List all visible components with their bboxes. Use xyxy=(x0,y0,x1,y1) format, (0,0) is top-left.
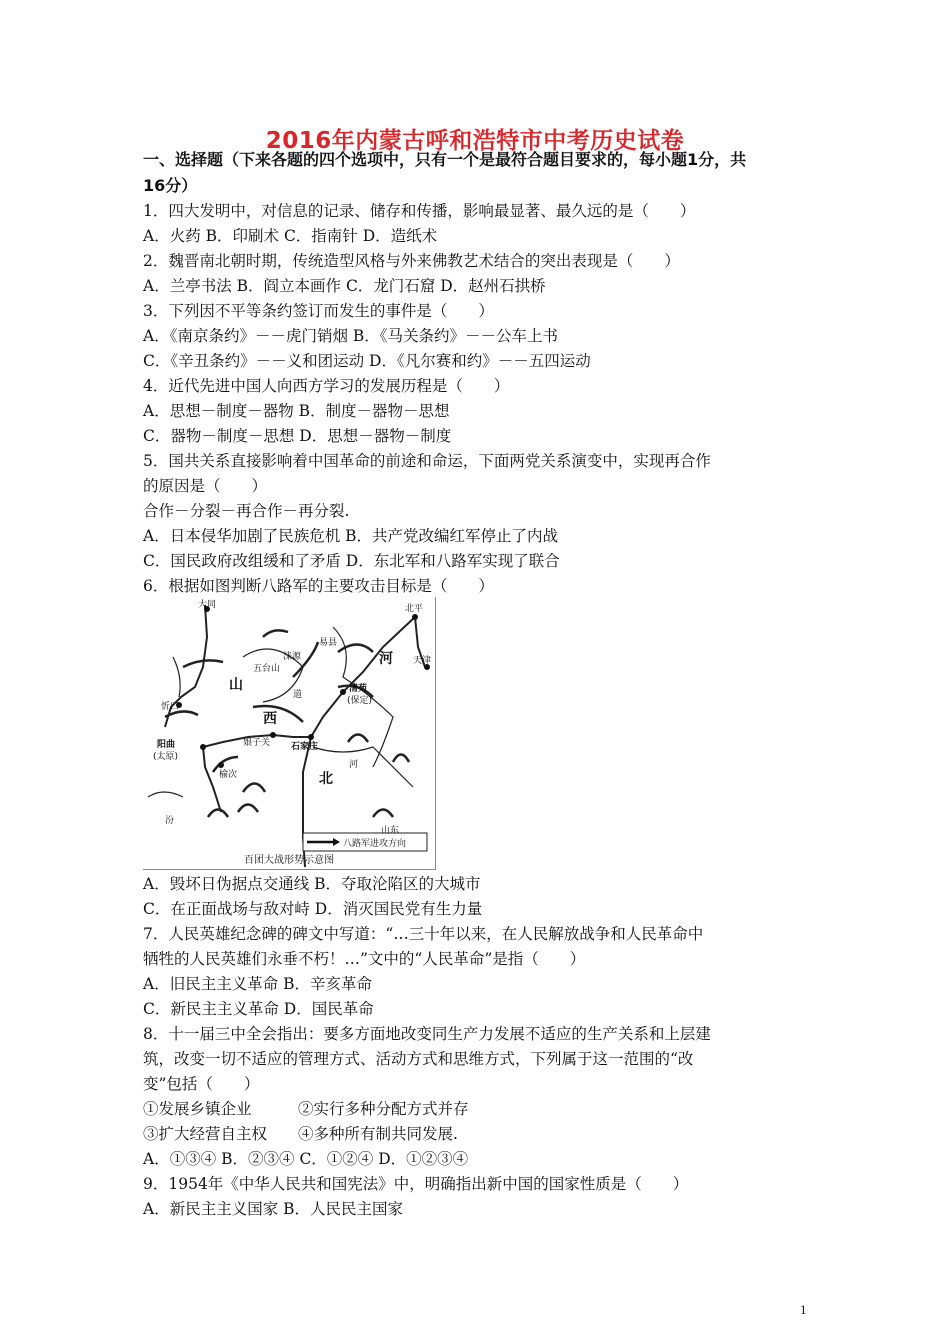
map-region-label: 山 xyxy=(229,677,243,693)
map-label: 阳曲 xyxy=(157,740,176,750)
question-line: 5．国共关系直接影响着中国革命的前途和命运，下面两党关系演变中，实现再合作 xyxy=(143,452,711,470)
option-line: C．器物－制度－思想 D．思想－器物－制度 xyxy=(143,427,452,445)
option-line: A．①③④ B．②③④ C．①②④ D．①②③④ xyxy=(143,1150,469,1168)
question-line: 9．1954年《中华人民共和国宪法》中，明确指出新中国的国家性质是（ ） xyxy=(143,1175,689,1193)
option-line: A．毁坏日伪据点交通线 B．夺取沦陷区的大城市 xyxy=(143,875,481,893)
map-label: (保定) xyxy=(347,696,373,706)
statement-line: ①发展乡镇企业 ②实行多种分配方式并存 xyxy=(143,1100,469,1118)
option-line: A．思想－制度－器物 B．制度－器物－思想 xyxy=(143,402,450,420)
question-line: 4．近代先进中国人向西方学习的发展历程是（ ） xyxy=(143,377,510,395)
map-label: 河 xyxy=(349,760,359,770)
option-line: C．在正面战场与敌对峙 D．消灭国民党有生力量 xyxy=(143,900,483,918)
attack-arrow xyxy=(243,784,265,793)
map-label: 天津 xyxy=(413,656,432,666)
map-legend-text: 八路军进攻方向 xyxy=(343,839,407,849)
question-line: 的原因是（ ） xyxy=(143,477,268,495)
option-line: A．旧民主主义革命 B．辛亥革命 xyxy=(143,975,373,993)
question-line: 3．下列因不平等条约签订而发生的事件是（ ） xyxy=(143,302,494,320)
question-line: 变”包括（ ） xyxy=(143,1075,260,1093)
map-region-label: 北 xyxy=(319,771,333,787)
map-caption: 百团大战形势示意图 xyxy=(244,855,334,866)
city-marker xyxy=(340,689,346,695)
hundred-regiments-map xyxy=(143,597,436,870)
option-line: A．新民主主义国家 B．人民民主国家 xyxy=(143,1200,404,1218)
option-line: A．兰亭书法 B．阎立本画作 C．龙门石窟 D．赵州石拱桥 xyxy=(143,277,546,295)
question-line: 筑，改变一切不适应的管理方式、活动方式和思维方式，下列属于这一范围的“改 xyxy=(143,1050,694,1068)
section-heading-line-2: 16分） xyxy=(143,176,198,195)
question-line: 8．十一届三中全会指出：要多方面地改变同生产力发展不适应的生产关系和上层建 xyxy=(143,1025,711,1043)
attack-arrow xyxy=(238,805,258,813)
map-railway-line xyxy=(311,617,415,737)
attack-arrow xyxy=(393,755,409,763)
page-number: 1 xyxy=(800,1302,807,1317)
map-river xyxy=(148,792,183,797)
map-label: 大同 xyxy=(198,600,217,610)
option-line: A．日本侵华加剧了民族危机 B．共产党改编红军停止了内战 xyxy=(143,527,559,545)
map-label: 易县 xyxy=(319,638,338,648)
map-river xyxy=(173,657,180,697)
option-line: A．《南京条约》－－虎门销烟 B．《马关条约》－－公车上书 xyxy=(143,327,559,345)
city-marker xyxy=(412,614,418,620)
attack-arrow xyxy=(208,810,228,818)
question-line: 合作－分裂－再合作－再分裂. xyxy=(143,502,350,520)
map-label: 榆次 xyxy=(219,770,238,780)
city-marker xyxy=(308,734,314,740)
map-label: 石家庄 xyxy=(291,742,319,752)
option-line: C．《辛丑条约》－－义和团运动 D．《凡尔赛和约》－－五四运动 xyxy=(143,352,591,370)
map-figure xyxy=(143,597,435,869)
city-marker xyxy=(218,762,224,768)
question-line: 牺牲的人民英雄们永垂不朽！…”文中的“人民革命”是指（ ） xyxy=(143,950,586,968)
attack-arrow xyxy=(263,630,288,637)
city-marker xyxy=(270,732,276,738)
option-line: C．新民主主义革命 D．国民革命 xyxy=(143,1000,374,1018)
city-marker xyxy=(200,744,206,750)
section-heading-line-1: 一、选择题（下来各题的四个选项中，只有一个是最符合题目要求的，每小题1分，共 xyxy=(143,150,747,169)
exam-title: 2016年内蒙古呼和浩特市中考历史试卷 xyxy=(265,128,685,154)
map-label: 娘子关 xyxy=(243,738,271,748)
option-line: C．国民政府改组缓和了矛盾 D．东北军和八路军实现了联合 xyxy=(143,552,560,570)
map-region-label: 西 xyxy=(263,711,277,727)
map-label: 汾 xyxy=(165,816,175,826)
map-label: 道 xyxy=(293,690,303,700)
map-label: (太原) xyxy=(153,752,179,762)
map-label: 山东 xyxy=(381,826,400,836)
map-label: 清苑 xyxy=(349,684,368,694)
attack-arrow xyxy=(253,706,303,722)
map-label: 涞源 xyxy=(283,652,302,662)
attack-arrow xyxy=(373,810,393,818)
map-label: 五台山 xyxy=(253,664,281,674)
question-line: 6．根据如图判断八路军的主要攻击目标是（ ） xyxy=(143,577,494,595)
question-line: 2．魏晋南北朝时期，传统造型风格与外来佛教艺术结合的突出表现是（ ） xyxy=(143,252,680,270)
map-label: 北平 xyxy=(405,604,424,614)
option-line: A．火药 B．印刷术 C．指南针 D．造纸术 xyxy=(143,227,438,245)
map-region-label: 河 xyxy=(379,651,393,667)
question-line: 1．四大发明中，对信息的记录、储存和传播，影响最显著、最久远的是（ ） xyxy=(143,202,696,220)
attack-arrow xyxy=(338,645,373,653)
attack-arrow xyxy=(348,735,368,743)
statement-line: ③扩大经营自主权 ④多种所有制共同发展. xyxy=(143,1125,458,1143)
question-line: 7．人民英雄纪念碑的碑文中写道：“…三十年以来，在人民解放战争和人民革命中 xyxy=(143,925,704,943)
map-label: 忻口 xyxy=(161,702,180,712)
